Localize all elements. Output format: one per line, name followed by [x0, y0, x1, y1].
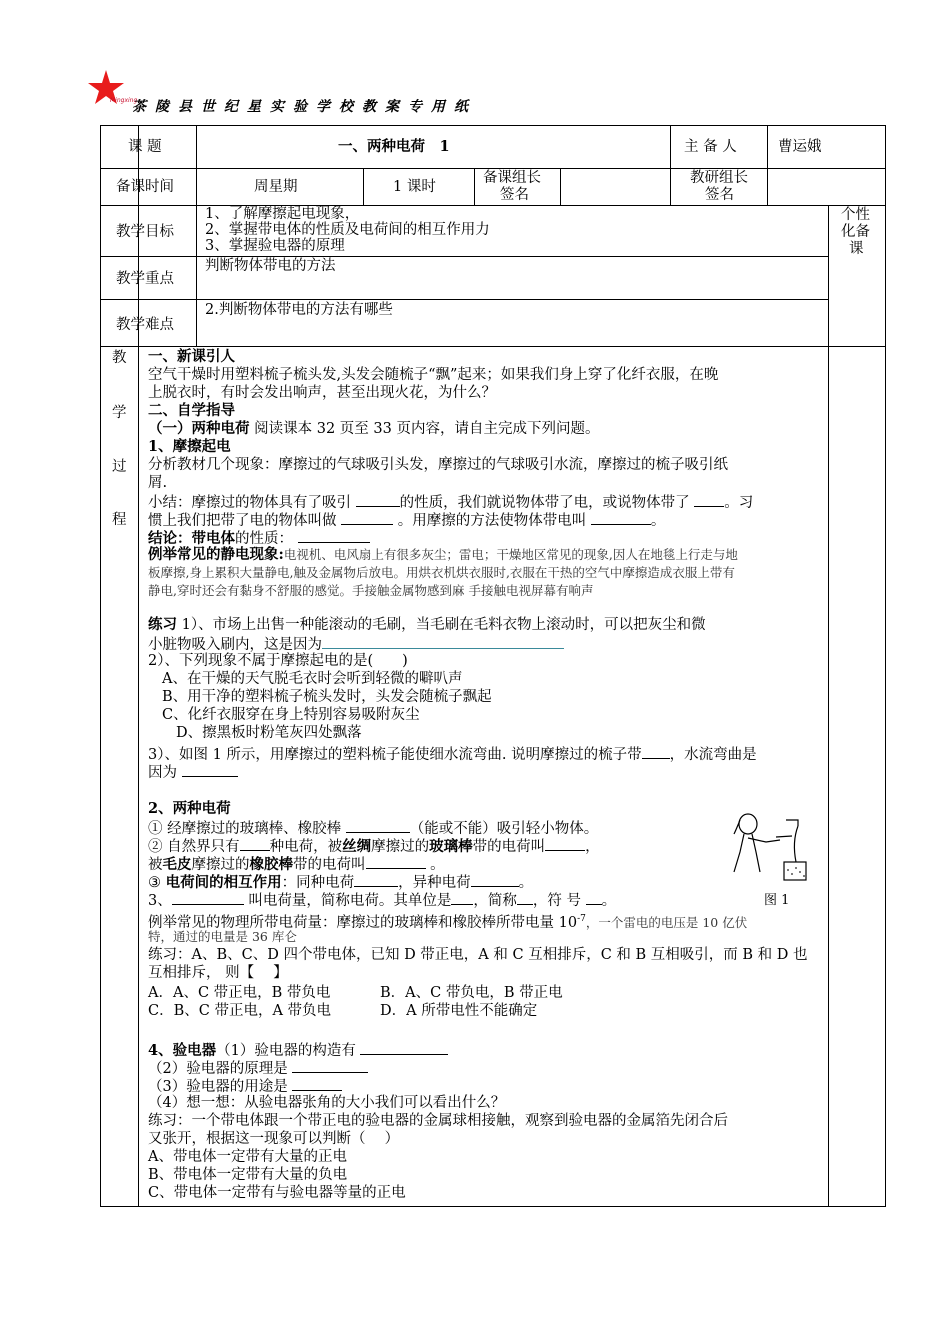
s2-title: 二、自学指导: [148, 402, 235, 419]
svg-text:Mingxing: Mingxing: [110, 97, 138, 104]
week-label: 周星期: [254, 179, 298, 195]
q3: [148, 890, 616, 910]
practice3-l2: [148, 762, 238, 782]
blank: [356, 492, 400, 507]
practice4-a: A．A、C 带正电，B 带负电: [148, 985, 331, 1001]
blank: [341, 510, 393, 525]
practice3-l2-text: 因为: [148, 765, 177, 781]
blank: [545, 836, 585, 851]
s1-p1: 空气干燥时用塑料梳子梳头发,头发会随梳子“飘”起来；如果我们身上穿了化纤衣服，在晚: [148, 367, 719, 383]
practice5-b: B、带电体一定带有大量的负电: [148, 1167, 348, 1183]
q4-l1-text: （1）验电器的构造有: [216, 1043, 361, 1059]
q4-l3-text: （3）验电器的用途是: [148, 1079, 293, 1095]
q2-l4b: 电荷间的相互作用: [165, 874, 282, 891]
practice2-d: D、擦黑板时粉笔灰四处飘落: [176, 725, 362, 741]
blank: [240, 836, 270, 851]
q2-l1a: ① 经摩擦过的玻璃棒、橡胶棒: [148, 821, 346, 837]
p1-l4a: 惯上我们把带了电的物体叫做: [148, 513, 342, 529]
difficulty-label: 教学难点: [116, 317, 174, 333]
practice4-c: C．B、C 带正电，A 带负电: [148, 1003, 332, 1019]
q2-l3c: 摩擦过的: [191, 857, 250, 873]
blank: [182, 762, 238, 777]
personal-label-3: 课: [849, 241, 864, 257]
q2-l4c: ：同种电荷: [281, 875, 355, 891]
blank: [354, 872, 398, 887]
practice5-l1: 练习：一个带电体跟一个带正电的验电器的金属球相接触，观察到验电器的金属箔先闭合后: [148, 1113, 728, 1129]
key-value: 判断物体带电的方法: [205, 258, 336, 274]
q2-title: 2、两种电荷: [148, 800, 231, 817]
research-leader-label-1: 教研组长: [690, 170, 748, 186]
blank: [517, 890, 533, 905]
q4-l1: [148, 1040, 448, 1060]
s1-p2: 上脱衣时，有时会发出响声，甚至出现火花，为什么？: [148, 385, 496, 401]
p1-l3c: 。习: [724, 495, 754, 511]
figure-caption: 图 1: [764, 893, 790, 908]
q4-l2: [148, 1058, 368, 1078]
q4-l2-text: （2）验电器的原理是: [148, 1061, 293, 1077]
q2-l2c: 丝绸: [342, 838, 372, 855]
goal-1: 1、了解摩擦起电现象，: [205, 206, 360, 222]
practice1-bold: 练习: [148, 616, 177, 633]
q4-title: 4、验电器: [148, 1042, 217, 1059]
practice3-l1: [148, 744, 757, 764]
p1-l4b: 。用摩擦的方法使物体带电叫: [393, 513, 591, 529]
group-leader-label-1: 备课组长: [483, 170, 541, 186]
s2-sub: [148, 420, 599, 438]
blank: [451, 890, 473, 905]
blank: [586, 890, 602, 905]
p1-l3: [148, 492, 753, 512]
q2-l1b: （能或不能）吸引轻小物体。: [409, 821, 599, 837]
p1-l1: 分析教材几个现象：摩擦过的气球吸引头发，摩擦过的气球吸引水流，摩擦过的梳子吸引纸: [148, 457, 728, 473]
process-label-1: 教: [112, 350, 127, 366]
example-title-line: [148, 546, 738, 564]
p1-l3b: 的性质，我们就说物体带了电，或说物体带了: [399, 495, 695, 511]
practice2-c: C、化纤衣服穿在身上特别容易吸附灰尘: [162, 707, 420, 723]
practice4-l2: 互相排斥， 则【 】: [148, 965, 288, 981]
p1-l4: [148, 510, 665, 530]
s2-sub-bold: （一）两种电荷: [148, 420, 250, 437]
difficulty-value: 2.判断物体带电的方法有哪些: [205, 302, 393, 318]
example-l2: 板摩擦,身上累积大量静电,触及金属物后放电。用烘衣机烘衣服时,衣服在干热的空气中摩擦造成衣服上带有: [148, 565, 735, 580]
q2-l4: [148, 872, 533, 892]
practice2-a: A、在干燥的天气脱毛衣时会听到轻微的噼叭声: [162, 671, 463, 687]
p1-l4c: 。: [650, 513, 666, 529]
goal-2: 2、掌握带电体的性质及电荷间的相互作用力: [205, 222, 490, 238]
conclusion-rest: 的性质：: [235, 531, 293, 547]
process-label-3: 过: [112, 459, 127, 475]
blank: [172, 890, 244, 905]
practice4-l1: 练习：A、B、C、D 四个带电体，已知 D 带正电，A 和 C 互相排斥，C 和 B 互相吸引，而 B 和 D 也: [148, 947, 808, 963]
school-header: [90, 70, 590, 120]
star-logo-icon: [90, 70, 138, 114]
q2-l2d: 摩擦过的: [371, 839, 430, 855]
q2-l3: [148, 854, 445, 874]
practice3-l1a: 3）、如图 1 所示，用摩擦过的塑料梳子能使细水流弯曲. 说明摩擦过的梳子带: [148, 747, 642, 763]
practice1-l2-text: 小脏物吸入刷内，这是因为: [148, 637, 322, 653]
q2-l2f: 带的电荷叫: [472, 839, 546, 855]
practice5-c: C、带电体一定带有与验电器等量的正电: [148, 1185, 406, 1201]
lead-value: 曹运娥: [778, 139, 822, 155]
q2-l2b: 种电荷，被: [269, 839, 343, 855]
practice1-text: 1）、市场上出售一种能滚动的毛刷，当毛刷在毛料衣物上滚动时，可以把灰尘和微: [177, 617, 706, 633]
blank: [292, 1058, 368, 1073]
process-label-2: 学: [112, 405, 127, 421]
blank: [694, 492, 724, 507]
q2-l4a: ③: [148, 875, 166, 891]
q3e: 。: [601, 893, 617, 909]
q3a: 3、: [148, 893, 172, 909]
practice2: 2）、下列现象不属于摩擦起电的是( ): [148, 653, 408, 669]
group-leader-label-2: 签名: [500, 187, 529, 203]
blank: [346, 818, 410, 833]
school-title: 茶陵县世纪星实验学校教案专用纸: [132, 99, 477, 115]
blank: [642, 744, 670, 759]
research-leader-label-2: 签名: [705, 187, 734, 203]
practice5-a: A、带电体一定带有大量的正电: [148, 1149, 347, 1165]
q2-l2e: 玻璃棒: [429, 838, 473, 855]
practice1-l1: [148, 616, 706, 634]
example2-l2: 特，通过的电量是 36 库仑: [148, 929, 297, 944]
blank: [292, 1076, 342, 1091]
s2-sub-rest: 阅读课本 32 页至 33 页内容，请自主完成下列问题。: [249, 421, 600, 437]
practice4-d: D．A 所带电性不能确定: [380, 1003, 538, 1019]
q3b: 叫电荷量，简称电荷。其单位是: [243, 893, 452, 909]
topic-value: 一、两种电荷 1: [338, 138, 450, 155]
period-label: 1 课时: [393, 179, 436, 195]
p1-l2: 屑.: [148, 475, 168, 491]
process-label-4: 程: [112, 512, 127, 528]
personal-label-2: 化备: [841, 224, 870, 240]
q3c: ，简称: [473, 893, 517, 909]
q2-l3d: 橡胶棒: [249, 856, 293, 873]
blank: [591, 510, 651, 525]
q2-l3f: 。: [425, 857, 445, 873]
q2-l3b: 毛皮: [162, 856, 192, 873]
practice4-b: B．A、C 带负电，B 带正电: [380, 985, 563, 1001]
blank: [360, 1040, 448, 1055]
blank: [298, 528, 370, 543]
example2-sup: -7: [577, 914, 586, 924]
conclusion-bold: 结论：带电体: [148, 530, 235, 547]
lead-label: 主 备 人: [684, 139, 737, 155]
q2-l2g: ，: [585, 839, 600, 855]
example-l1: 电视机、电风扇上有很多灰尘；雷电；干燥地区常见的现象,因人在地毯上行走与地: [283, 547, 738, 562]
example-bold: 例举常见的静电现象:: [148, 546, 284, 563]
s1-title: 一、新课引人: [148, 348, 235, 365]
time-label: 备课时间: [116, 179, 174, 195]
blank: [322, 634, 564, 649]
goal-3: 3、掌握验电器的原理: [205, 238, 345, 254]
topic-label: 课 题: [128, 139, 162, 155]
girl-comb-water-figure: [726, 812, 808, 884]
p1-title: 1、摩擦起电: [148, 438, 231, 455]
practice1-l2: [148, 634, 564, 654]
q2-l1: [148, 818, 598, 838]
practice3-l1b: ，水流弯曲是: [669, 747, 757, 763]
q3d: ，符 号: [532, 893, 586, 909]
q2-l2: [148, 836, 600, 856]
p1-l3a: 小结：摩擦过的物体具有了吸引: [148, 495, 356, 511]
example2-l1a: 例举常见的物理所带电荷量：摩擦过的玻璃棒和橡胶棒所带电量 10: [148, 914, 578, 931]
q2-l3e: 带的电荷叫: [293, 857, 366, 873]
q4-l4: （4）想一想：从验电器张角的大小我们可以看出什么？: [148, 1095, 506, 1111]
q2-l4d: ，异种电荷: [398, 875, 471, 891]
q2-l3a: 被: [148, 857, 163, 873]
blank: [366, 854, 426, 869]
practice2-b: B、用干净的塑料梳子梳头发时，头发会随梳子飘起: [162, 689, 492, 705]
q2-l2a: ② 自然界只有: [148, 839, 240, 855]
example2-l1b: ，一个雷电的电压是 10 亿伏: [585, 914, 748, 930]
q2-l4e: 。: [518, 875, 534, 891]
goal-label: 教学目标: [116, 224, 174, 240]
q4-l3: [148, 1076, 342, 1096]
example-l3: 静电,穿时还会有黏身不舒服的感觉。手接触金属物感到麻 手接触电视屏幕有响声: [148, 583, 594, 598]
personal-label-1: 个性: [841, 207, 870, 223]
practice5-l2: 又张开，根据这一现象可以判断（ ）: [148, 1131, 400, 1147]
key-label: 教学重点: [116, 271, 174, 287]
conclusion: [148, 528, 370, 548]
blank: [471, 872, 519, 887]
